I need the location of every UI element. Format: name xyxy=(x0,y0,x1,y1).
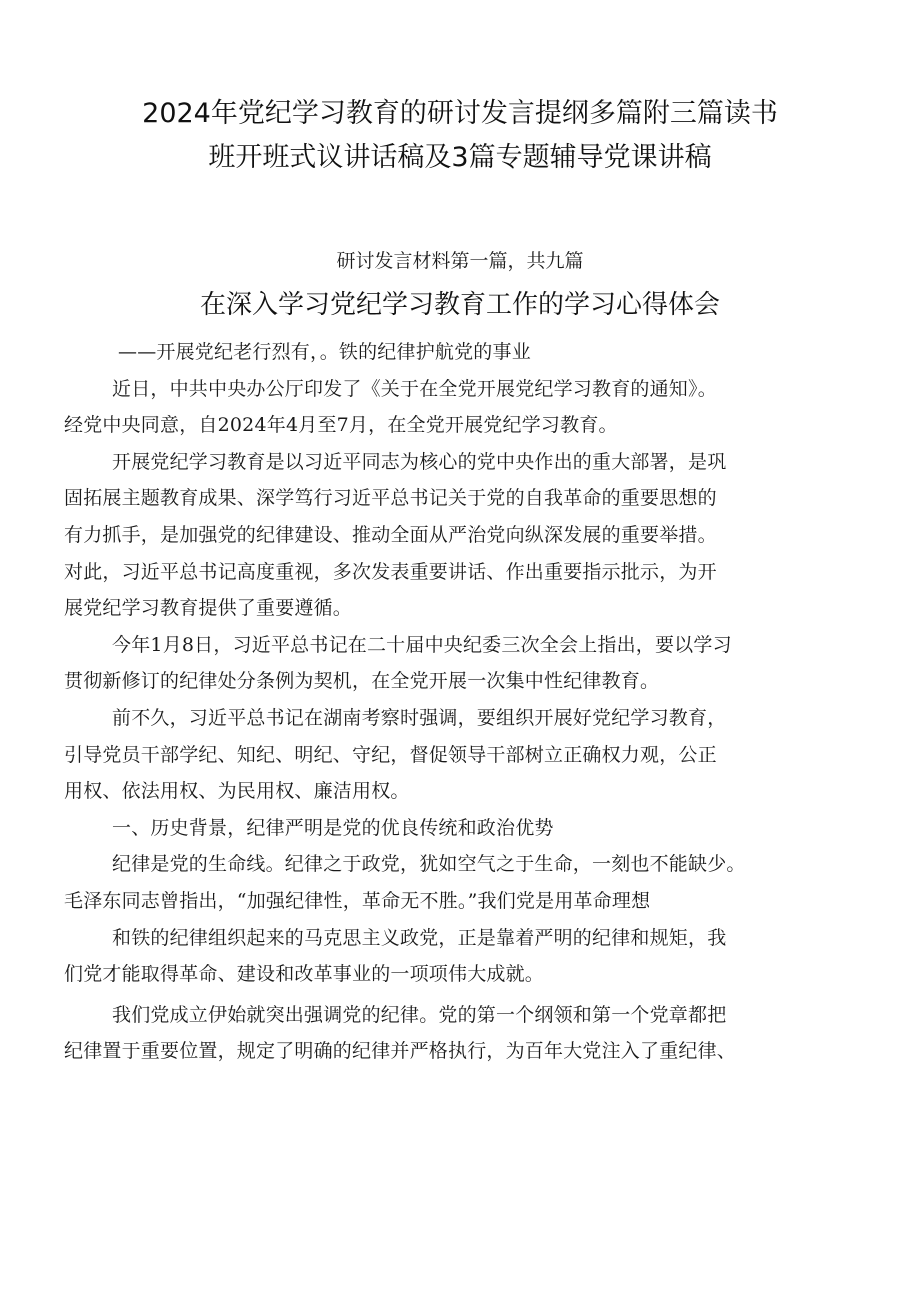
paragraph xyxy=(64,700,860,810)
paragraph-line: 近日，中共中央办公厅印发了《关于在全党开展党纪学习教育的通知》。 xyxy=(112,377,717,400)
paragraph xyxy=(64,997,860,1070)
section-label: 研讨发言材料第一篇，共九篇 xyxy=(336,250,584,272)
paragraph-line: 前不久，习近平总书记在湖南考察时强调，要组织开展好党纪学习教育， xyxy=(112,706,727,729)
paragraph xyxy=(64,920,860,993)
paragraph-line: 今年1月8日，习近平总书记在二十届中央纪委三次全会上指出，要以学习 xyxy=(112,633,732,656)
paragraph-line: 毛泽东同志曾指出，“加强纪律性，革命无不胜。”我们党是用革命理想 xyxy=(64,889,651,912)
article-title: 在深入学习党纪学习教育工作的学习心得体会 xyxy=(199,290,720,320)
paragraph-line: 对此，习近平总书记高度重视，多次发表重要讲话、作出重要指示批示，为开 xyxy=(64,560,717,583)
paragraph-line: 展党纪学习教育提供了重要遵循。 xyxy=(64,597,353,620)
section-heading xyxy=(64,810,860,847)
article-subtitle: ——开展党纪老行烈有，。铁的纪律护航党的事业 xyxy=(118,341,531,363)
paragraph-line: 经党中央同意，自2024年4月至7月，在全党开展党纪学习教育。 xyxy=(64,414,618,437)
paragraph xyxy=(64,627,860,700)
paragraph-line: 们党才能取得革命、建设和改革事业的一项项伟大成就。 xyxy=(64,963,545,986)
paragraph xyxy=(64,371,860,444)
document-title-line: 班开班式议讲话稿及3篇专题辅导党课讲稿 xyxy=(208,142,712,173)
paragraph-line: 纪律置于重要位置，规定了明确的纪律并严格执行，为百年大党注入了重纪律、 xyxy=(64,1040,737,1063)
paragraph-line: 一、历史背景，纪律严明是党的优良传统和政治优势 xyxy=(112,816,554,839)
document-title-line: 2024年党纪学习教育的研讨发言提纲多篇附三篇读书 xyxy=(142,98,778,129)
paragraph-line: 用权、依法用权、为民用权、廉洁用权。 xyxy=(64,780,410,803)
paragraph xyxy=(64,846,860,919)
paragraph-line: 开展党纪学习教育是以习近平同志为核心的党中央作出的重大部署，是巩 xyxy=(112,450,727,473)
paragraph xyxy=(64,444,860,627)
paragraph-line: 有力抓手，是加强党的纪律建设、推动全面从严治党向纵深发展的重要举措。 xyxy=(64,523,717,546)
article-body xyxy=(64,334,860,1070)
paragraph-line: 固拓展主题教育成果、深学笃行习近平总书记关于党的自我革命的重要思想的 xyxy=(64,487,717,510)
paragraph-line: 纪律是党的生命线。纪律之于政党，犹如空气之于生命，一刻也不能缺少。 xyxy=(112,853,746,876)
paragraph-line: 和铁的纪律组织起来的马克思主义政党，正是靠着严明的纪律和规矩，我 xyxy=(112,926,727,949)
paragraph-line: 我们党成立伊始就突出强调党的纪律。党的第一个纲领和第一个党章都把 xyxy=(112,1003,727,1026)
paragraph-line: 引导党员干部学纪、知纪、明纪、守纪，督促领导干部树立正确权力观，公正 xyxy=(64,743,717,766)
document-title xyxy=(60,92,860,180)
paragraph-line: 贯彻新修订的纪律处分条例为契机，在全党开展一次集中性纪律教育。 xyxy=(64,670,660,693)
